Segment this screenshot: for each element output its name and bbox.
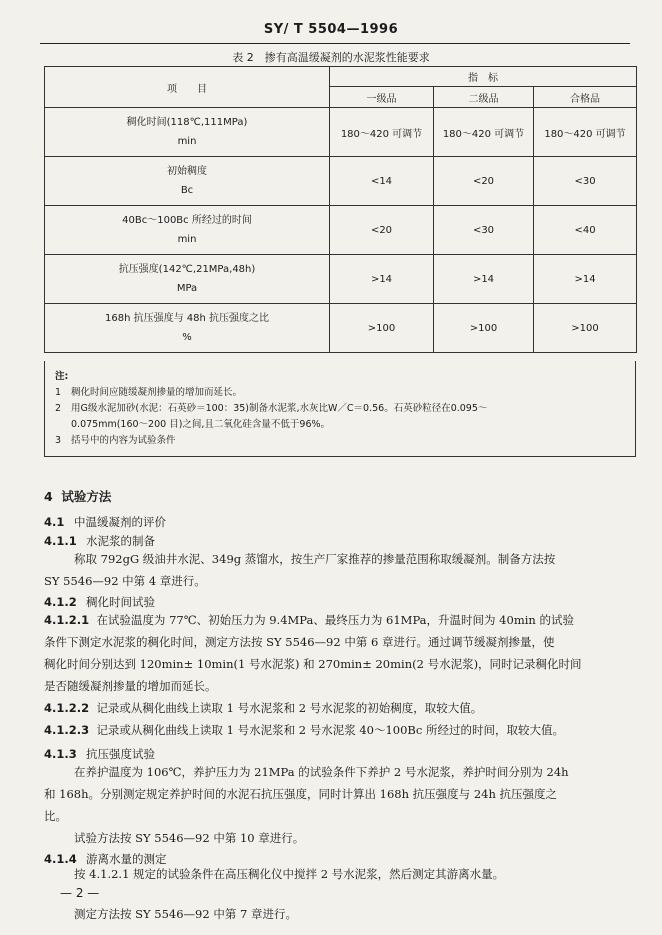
paragraph	[44, 570, 636, 592]
clause-text: 记录或从稠化曲线上读取 1 号水泥浆和 2 号水泥浆 40～100Bc 所经过的时间，取较大值。	[96, 723, 564, 737]
note-item	[55, 385, 625, 401]
param-name: 稠化时间(118℃,111MPa)	[126, 116, 248, 128]
clause-number: 4.1.2.3	[44, 723, 90, 737]
subsection-heading	[44, 594, 640, 610]
table-header-row	[45, 67, 637, 87]
paragraph-line: 测定方法按 SY 5546—92 中第 7 章进行。	[74, 907, 297, 921]
paragraph-line: 条件下测定水泥浆的稠化时间，测定方法按 SY 5546—92 中第 6 章进行。通过调节缓凝剂掺量，使	[44, 635, 555, 649]
paragraph	[44, 783, 636, 827]
param-name: 初始稠度	[167, 165, 207, 177]
subsection-number: 4.1.2	[44, 595, 77, 609]
paragraph	[44, 761, 636, 783]
param-unit: min	[177, 233, 197, 245]
param-cell	[45, 108, 330, 157]
subsection-number: 4.1	[44, 515, 65, 529]
paragraph-line: 稠化时间分别达到 120min± 10min(1 号水泥浆) 和 270min± 20min(2 号水泥浆)，同时记录稠化时间	[44, 657, 582, 671]
clause-text: 记录或从稠化曲线上读取 1 号水泥浆和 2 号水泥浆的初始稠度，取较大值。	[96, 701, 483, 715]
note-continuation: 0.075mm(160～200 目)之间,且二氧化硅含量不低于96%。	[71, 419, 331, 430]
page-label: — 2 —	[60, 886, 100, 900]
notes-heading: 注:	[55, 371, 69, 382]
paragraph-line: 是否随缓凝剂掺量的增加而延长。	[44, 679, 217, 693]
value-cell: <30	[534, 157, 637, 206]
col-index-header: 指 标	[330, 67, 637, 87]
paragraph-line	[44, 609, 636, 631]
subsection-number: 4.1.1	[44, 534, 77, 548]
clause-number: 4.1.2.2	[44, 701, 90, 715]
param-name: 40Bc～100Bc 所经过的时间	[122, 214, 252, 226]
subsection-title: 抗压强度试验	[86, 747, 155, 761]
value-cell: <20	[434, 157, 534, 206]
table-row	[45, 157, 637, 206]
value-cell: 180～420 可调节	[434, 108, 534, 157]
subsection-heading	[44, 746, 640, 762]
paragraph	[44, 609, 636, 697]
value-cell: >14	[534, 255, 637, 304]
performance-requirements-table	[44, 66, 637, 353]
value-cell: >100	[534, 304, 637, 353]
subsection-number: 4.1.3	[44, 747, 77, 761]
page-number	[60, 886, 99, 900]
paragraph	[44, 904, 636, 924]
param-unit: min	[177, 135, 197, 147]
value-cell: <14	[330, 157, 434, 206]
grade-header: 一级品	[330, 87, 434, 108]
table-title: 表 2 掺有高温缓凝剂的水泥浆性能要求	[232, 51, 430, 64]
param-name: 抗压强度(142℃,21MPa,48h)	[118, 263, 256, 275]
note-text: 用G级水泥加砂(水泥：石英砂＝100：35)制备水泥浆,水灰比W／C＝0.56。石英砂粒径在0.095～	[71, 403, 488, 414]
section-heading	[44, 487, 111, 505]
value-cell: >14	[434, 255, 534, 304]
paragraph-line: 比。	[44, 809, 67, 823]
table-row	[45, 304, 637, 353]
note-item	[55, 401, 625, 417]
standard-code-header: SY/ T 5504—1996	[263, 22, 399, 37]
section-number: 4	[44, 489, 53, 504]
paragraph-line: 试验方法按 SY 5546—92 中第 10 章进行。	[74, 831, 305, 845]
param-name: 168h 抗压强度与 48h 抗压强度之比	[104, 312, 270, 324]
param-unit: Bc	[180, 184, 194, 196]
value-cell: <20	[330, 206, 434, 255]
paragraph-line: 称取 792gG 级油井水泥、349g 蒸馏水，按生产厂家推荐的掺量范围称取缓凝剂。制备方法按	[74, 552, 556, 566]
subsection-title: 中温缓凝剂的评价	[74, 515, 166, 529]
param-cell	[45, 255, 330, 304]
subsection-title: 稠化时间试验	[86, 595, 155, 609]
value-cell: >100	[434, 304, 534, 353]
value-cell: <40	[534, 206, 637, 255]
note-text: 稠化时间应随缓凝剂掺量的增加而延长。	[71, 387, 243, 398]
paragraph-line: 按 4.1.2.1 规定的试验条件在高压稠化仪中搅拌 2 号水泥浆，然后测定其游离水量。	[74, 867, 505, 881]
paragraph	[44, 719, 636, 741]
note-number: 2	[55, 403, 62, 414]
paragraph-line: 和 168h。分别测定规定养护时间的水泥石抗压强度，同时计算出 168h 抗压强度与 24h 抗压强度之	[44, 787, 558, 801]
paragraph-line: SY 5546—92 中第 4 章进行。	[44, 574, 206, 588]
paragraph	[44, 697, 636, 719]
param-cell	[45, 157, 330, 206]
paragraph-line: 在养护温度为 106℃，养护压力为 21MPa 的试验条件下养护 2 号水泥浆，养护时间分别为 24h	[74, 765, 569, 779]
note-number: 3	[55, 435, 62, 446]
table-notes	[44, 361, 636, 457]
grade-header: 二级品	[434, 87, 534, 108]
section-title: 试验方法	[61, 489, 112, 504]
header-rule	[40, 43, 630, 44]
note-number: 1	[55, 387, 62, 398]
subsection-heading	[44, 533, 640, 549]
paragraph	[44, 864, 636, 884]
param-unit: %	[182, 331, 192, 343]
subsection-heading	[44, 514, 640, 530]
param-unit: MPa	[176, 282, 198, 294]
subsection-number: 4.1.4	[44, 852, 77, 866]
clause-number: 4.1.2.1	[44, 613, 90, 627]
paragraph	[44, 548, 636, 570]
table-row	[45, 206, 637, 255]
table-row	[45, 255, 637, 304]
col-item-header: 项 目	[45, 67, 330, 108]
grade-header: 合格品	[534, 87, 637, 108]
value-cell: 180～420 可调节	[330, 108, 434, 157]
value-cell: >100	[330, 304, 434, 353]
value-cell: >14	[330, 255, 434, 304]
subsection-title: 水泥浆的制备	[86, 534, 155, 548]
clause-text: 在试验温度为 77℃、初始压力为 9.4MPa、最终压力为 61MPa，升温时间为 40min 的试验	[96, 613, 574, 627]
note-text: 括号中的内容为试验条件	[71, 435, 176, 446]
param-cell	[45, 304, 330, 353]
paragraph	[44, 827, 636, 849]
table-row	[45, 108, 637, 157]
note-item	[55, 433, 625, 449]
value-cell: <30	[434, 206, 534, 255]
subsection-title: 游离水量的测定	[86, 852, 167, 866]
param-cell	[45, 206, 330, 255]
value-cell: 180～420 可调节	[534, 108, 637, 157]
